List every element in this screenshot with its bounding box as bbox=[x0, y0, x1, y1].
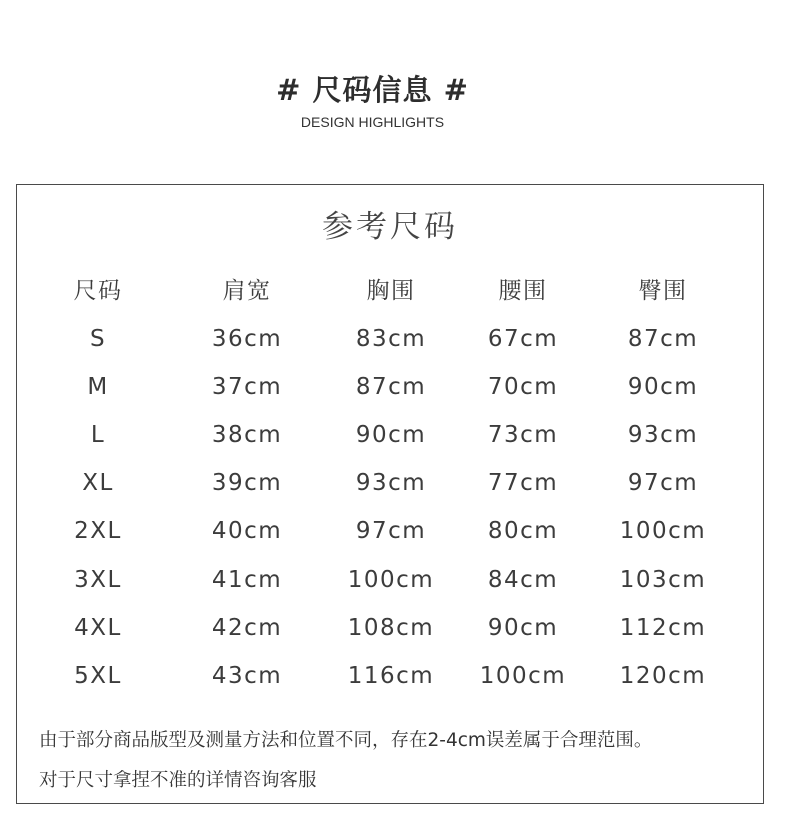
section-subtitle: DESIGN HIGHLIGHTS bbox=[300, 114, 445, 130]
note-tolerance: 由于部分商品版型及测量方法和位置不同，存在2-4cm误差属于合理范围。 bbox=[39, 730, 653, 751]
table-cell-hip: 90cm bbox=[627, 374, 699, 401]
column-header-chest: 胸围 bbox=[366, 278, 416, 304]
column-header-waist: 腰围 bbox=[498, 278, 548, 304]
section-header bbox=[0, 68, 745, 131]
table-cell-chest: 87cm bbox=[355, 374, 427, 401]
table-cell-shoulder: 38cm bbox=[211, 422, 283, 449]
table-cell-size: 5XL bbox=[74, 662, 122, 689]
table-cell-waist: 90cm bbox=[487, 614, 559, 641]
table-cell-size: M bbox=[87, 374, 109, 401]
table-cell-size: S bbox=[89, 326, 107, 352]
table-cell-waist: 67cm bbox=[487, 326, 559, 352]
table-cell-chest: 93cm bbox=[355, 470, 427, 497]
table-cell-shoulder: 40cm bbox=[211, 518, 283, 545]
column-header-size: 尺码 bbox=[73, 278, 123, 304]
table-cell-waist: 100cm bbox=[479, 662, 567, 689]
table-cell-hip: 97cm bbox=[627, 470, 699, 497]
column-header-shoulder: 肩宽 bbox=[222, 278, 272, 304]
table-cell-chest: 83cm bbox=[355, 326, 427, 352]
table-cell-waist: 77cm bbox=[487, 470, 559, 497]
table-cell-waist: 80cm bbox=[487, 518, 559, 545]
table-cell-hip: 120cm bbox=[619, 662, 707, 689]
table-cell-chest: 97cm bbox=[355, 518, 427, 545]
section-title: # 尺码信息 # bbox=[276, 73, 469, 107]
table-cell-shoulder: 36cm bbox=[211, 326, 283, 352]
table-cell-chest: 100cm bbox=[347, 566, 435, 593]
size-chart-box bbox=[16, 184, 764, 804]
table-cell-waist: 70cm bbox=[487, 374, 559, 401]
table-cell-chest: 90cm bbox=[355, 422, 427, 449]
table-cell-hip: 87cm bbox=[627, 326, 699, 352]
table-cell-size: 3XL bbox=[74, 566, 122, 593]
table-cell-waist: 73cm bbox=[487, 422, 559, 449]
table-cell-hip: 100cm bbox=[619, 518, 707, 545]
note-contact: 对于尺寸拿捏不准的详情咨询客服 bbox=[39, 770, 317, 791]
table-cell-shoulder: 42cm bbox=[211, 614, 283, 641]
table-cell-hip: 93cm bbox=[627, 422, 699, 449]
table-cell-waist: 84cm bbox=[487, 566, 559, 593]
table-cell-size: XL bbox=[82, 470, 114, 497]
table-cell-size: L bbox=[90, 422, 106, 449]
table-cell-shoulder: 39cm bbox=[211, 470, 283, 497]
table-cell-shoulder: 43cm bbox=[211, 662, 283, 689]
size-chart-title: 参考尺码 bbox=[322, 209, 458, 245]
column-header-hip: 臀围 bbox=[638, 278, 688, 304]
table-cell-size: 2XL bbox=[74, 518, 122, 545]
table-cell-hip: 112cm bbox=[619, 614, 707, 641]
table-cell-hip: 103cm bbox=[619, 566, 707, 593]
table-cell-chest: 116cm bbox=[347, 662, 435, 689]
table-cell-shoulder: 37cm bbox=[211, 374, 283, 401]
table-cell-size: 4XL bbox=[74, 614, 122, 641]
table-cell-shoulder: 41cm bbox=[211, 566, 283, 593]
table-cell-chest: 108cm bbox=[347, 614, 435, 641]
